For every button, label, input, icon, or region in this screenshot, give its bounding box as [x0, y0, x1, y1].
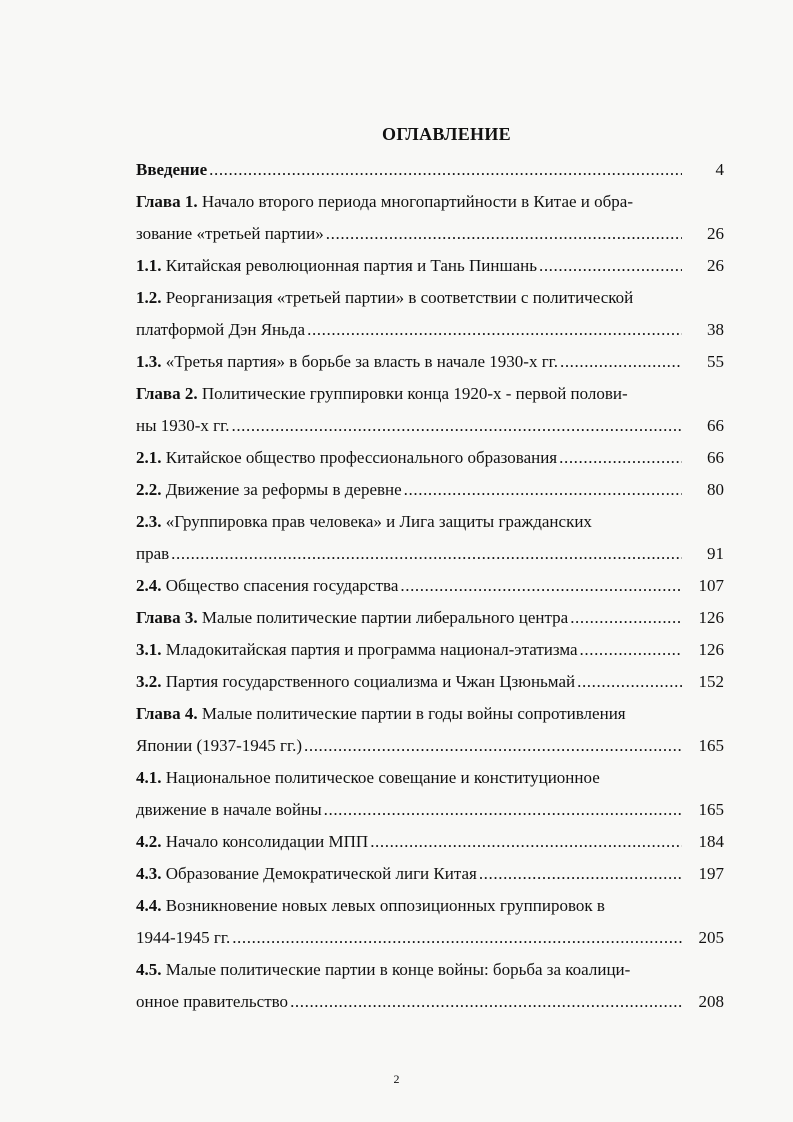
toc-entry[interactable] — [136, 314, 724, 346]
toc-entry-line — [136, 698, 724, 730]
toc-entry-line — [136, 890, 724, 922]
toc-entry-text: ны 1930-х гг. — [136, 416, 230, 435]
toc-entry-text: Китайское общество профессионального образования — [165, 448, 558, 467]
dot-leader — [307, 320, 682, 340]
toc-page-number: 165 — [698, 800, 724, 819]
toc-entry-number: 3.2. — [136, 672, 162, 691]
toc-entry-text: онное правительство — [136, 992, 289, 1011]
toc-page-number: 126 — [698, 608, 724, 627]
dot-leader — [326, 224, 682, 244]
toc-entry-number: Глава 1. — [136, 192, 198, 211]
toc-entry[interactable] — [136, 826, 724, 858]
toc-entry-text: Образование Демократической лиги Китая — [165, 864, 477, 883]
toc-entry-text: Общество спасения государства — [165, 576, 399, 595]
dot-leader — [231, 416, 682, 436]
toc-entry-number: 1.3. — [136, 352, 162, 371]
toc-entry[interactable] — [136, 250, 724, 282]
table-of-contents — [136, 154, 724, 1018]
toc-entry-number: 4.2. — [136, 832, 162, 851]
toc-entry-line — [136, 186, 724, 218]
toc-entry-line — [136, 506, 724, 538]
toc-entry-text: Малые политические партии в годы войны сопротивления — [201, 704, 626, 723]
toc-entry[interactable] — [136, 794, 724, 826]
dot-leader — [559, 448, 682, 468]
dot-leader — [171, 544, 682, 564]
toc-entry-text: движение в начале войны — [136, 800, 322, 819]
toc-entry-number: Глава 3. — [136, 608, 198, 627]
toc-page-number: 55 — [707, 352, 724, 371]
toc-entry-number: Введение — [136, 160, 208, 179]
toc-page-number: 4 — [715, 160, 724, 179]
toc-page-number: 152 — [698, 672, 724, 691]
toc-entry-number: 4.1. — [136, 768, 162, 787]
toc-entry-number: 1.1. — [136, 256, 162, 275]
page-number-footer: 2 — [393, 1072, 400, 1086]
toc-entry-text: Реорганизация «третьей партии» в соответствии с политической — [165, 288, 634, 307]
dot-leader — [577, 672, 682, 692]
toc-page-number: 91 — [707, 544, 724, 563]
toc-entry-text: 1944-1945 гг. — [136, 928, 231, 947]
toc-entry-number: 2.2. — [136, 480, 162, 499]
toc-page-number: 126 — [698, 640, 724, 659]
toc-entry-text: Национальное политическое совещание и конституционное — [165, 768, 600, 787]
toc-entry-text: платформой Дэн Яньда — [136, 320, 306, 339]
toc-entry-number: 4.4. — [136, 896, 162, 915]
toc-entry-text: «Третья партия» в борьбе за власть в начале 1930-х гг. — [165, 352, 558, 371]
toc-page-number: 26 — [707, 256, 724, 275]
toc-entry[interactable] — [136, 858, 724, 890]
toc-entry-line — [136, 954, 724, 986]
toc-entry-text: Политические группировки конца 1920-х - первой полови- — [201, 384, 628, 403]
toc-entry-line — [136, 762, 724, 794]
toc-page-number: 165 — [698, 736, 724, 755]
dot-leader — [580, 640, 682, 660]
toc-entry-text: Китайская революционная партия и Тань Пиншань — [165, 256, 537, 275]
dot-leader — [560, 352, 682, 372]
toc-page-number: 184 — [698, 832, 724, 851]
dot-leader — [209, 160, 682, 180]
toc-entry-text: Начало второго периода многопартийности в Китае и обра- — [201, 192, 633, 211]
toc-entry[interactable] — [136, 154, 724, 186]
toc-entry-text: Возникновение новых левых оппозиционных группировок в — [165, 896, 605, 915]
toc-entry[interactable] — [136, 634, 724, 666]
toc-entry[interactable] — [136, 410, 724, 442]
toc-entry-text: Начало консолидации МПП — [165, 832, 369, 851]
toc-entry[interactable] — [136, 602, 724, 634]
dot-leader — [479, 864, 682, 884]
dot-leader — [404, 480, 682, 500]
toc-entry-number: 4.5. — [136, 960, 162, 979]
toc-page-number: 38 — [707, 320, 724, 339]
toc-entry-number: 2.3. — [136, 512, 162, 531]
toc-entry-number: 2.1. — [136, 448, 162, 467]
toc-entry-number: Глава 2. — [136, 384, 198, 403]
dot-leader — [232, 928, 682, 948]
toc-entry[interactable] — [136, 218, 724, 250]
toc-entry-number: Глава 4. — [136, 704, 198, 723]
toc-entry[interactable] — [136, 730, 724, 762]
toc-entry-line — [136, 378, 724, 410]
toc-entry-text: «Группировка прав человека» и Лига защиты гражданских — [165, 512, 592, 531]
toc-entry[interactable] — [136, 538, 724, 570]
toc-page-number: 80 — [707, 480, 724, 499]
toc-entry[interactable] — [136, 986, 724, 1018]
page-title: ОГЛАВЛЕНИЕ — [382, 124, 511, 144]
toc-page-number: 26 — [707, 224, 724, 243]
toc-entry[interactable] — [136, 474, 724, 506]
toc-entry-text: Японии (1937-1945 гг.) — [136, 736, 302, 755]
toc-entry-text: Малые политические партии в конце войны: борьба за коалици- — [165, 960, 631, 979]
toc-entry-number: 3.1. — [136, 640, 162, 659]
toc-entry[interactable] — [136, 922, 724, 954]
toc-entry-number: 4.3. — [136, 864, 162, 883]
toc-page-number: 197 — [698, 864, 724, 883]
dot-leader — [400, 576, 682, 596]
toc-entry-text: Движение за реформы в деревне — [165, 480, 402, 499]
toc-page-number: 66 — [707, 448, 724, 467]
toc-entry-text: Партия государственного социализма и Чжан Цзюньмай — [165, 672, 576, 691]
toc-entry-number: 1.2. — [136, 288, 162, 307]
toc-entry[interactable] — [136, 570, 724, 602]
toc-entry[interactable] — [136, 442, 724, 474]
toc-entry-line — [136, 282, 724, 314]
toc-page-number: 66 — [707, 416, 724, 435]
dot-leader — [370, 832, 682, 852]
toc-entry-number: 2.4. — [136, 576, 162, 595]
dot-leader — [304, 736, 682, 756]
dot-leader — [570, 608, 682, 628]
dot-leader — [539, 256, 682, 276]
toc-page-number: 205 — [698, 928, 724, 947]
dot-leader — [324, 800, 682, 820]
toc-entry[interactable] — [136, 346, 724, 378]
toc-page-number: 107 — [698, 576, 724, 595]
dot-leader — [290, 992, 682, 1012]
toc-entry-text: прав — [136, 544, 170, 563]
toc-page-number: 208 — [698, 992, 724, 1011]
toc-entry-text: Младокитайская партия и программа национал-этатизма — [165, 640, 578, 659]
toc-entry-text: Малые политические партии либерального центра — [201, 608, 569, 627]
toc-entry-text: зование «третьей партии» — [136, 224, 324, 243]
toc-entry[interactable] — [136, 666, 724, 698]
